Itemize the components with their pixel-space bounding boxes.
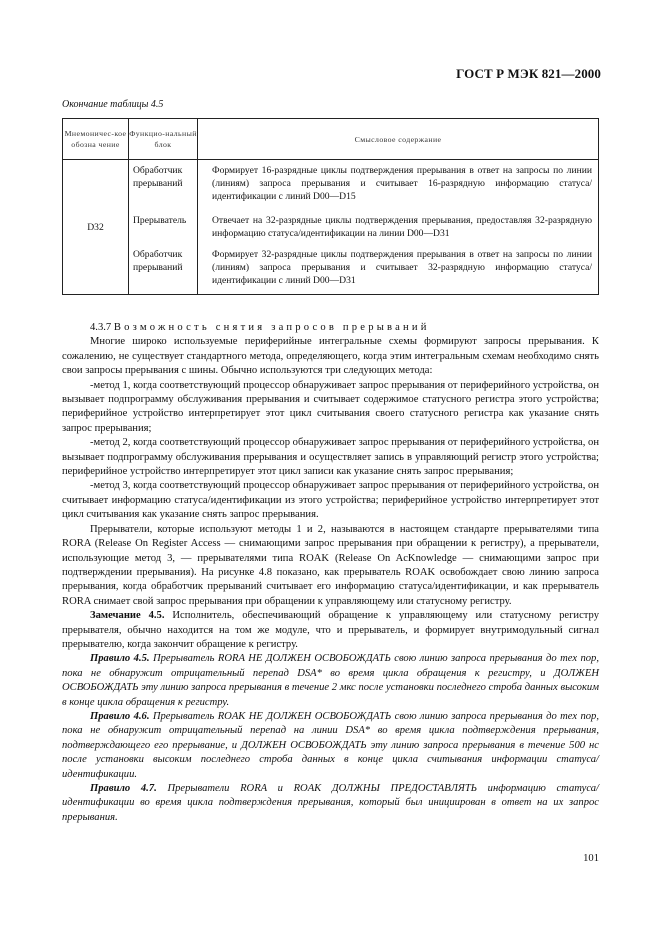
description-text: Формирует 32-разрядные циклы подтверждения прерывания в ответ на запросы по линии (линиям) запроса прерывания и считывает 32-разрядную информацию статуса/идентификации с линий D00—D31 <box>212 249 592 286</box>
table-caption: Окончание таблицы 4.5 <box>62 99 164 110</box>
page-number: 101 <box>583 853 599 864</box>
rule-label: Правило 4.6. <box>90 710 150 722</box>
rule-text: Прерыватель ROAK НЕ ДОЛЖЕН ОСВОБОЖДАТЬ свою линию запроса прерывания до тех пор, пока не обнаружит отрицательный перепад на линии DSA* во время цикла подтверждения прерывания, подтверждающего его прерывание, и ДОЛЖЕН ОСВОБОЖДАТЬ эту линию запроса прерывания в течение 500 нс после установки высоким последнего строба данных в конце цикла считывания информации статуса/идентификации. <box>62 710 599 780</box>
paragraph: Многие широко используемые периферийные интегральные схемы формируют запросы прерывания. К сожалению, не существует стандартного метода, определяющего, когда этим интегральным схемам необходимо снять свои запросы прерывания с шины. Обычно используются три следующих метода: <box>62 336 599 377</box>
section-title: Возможность снятия запросов прерываний <box>113 322 430 333</box>
rule-4-5 <box>62 652 599 710</box>
block-label: Обработчик прерываний <box>133 165 183 189</box>
rule-4-6 <box>62 710 599 782</box>
note <box>62 609 599 652</box>
block-cell <box>129 160 198 295</box>
rule-text: Прерыватель RORA НЕ ДОЛЖЕН ОСВОБОЖДАТЬ свою линию запроса прерывания до тех пор, пока не обнаружит отрицательный перепад DSA* во время цикла обращения к регистру, и ДОЛЖЕН ОСВОБОЖДАТЬ эту линию запроса прерывания в течение 2 мкс после установки последнего строба данных высоким в конце цикла обращения к регистру. <box>62 653 599 708</box>
rule-label: Правило 4.7. <box>90 783 157 794</box>
note-text: Исполнитель, обеспечивающий обращение к управляющему или статусному регистру прерывателя, обычно находится на том же модуле, что и прерыватель, и формирует внутримодульный сигнал прерывателю, когда закончит обращение к регистру. <box>62 610 600 650</box>
block-label: Прерыватель <box>133 215 187 226</box>
note-label: Замечание 4.5. <box>90 610 165 622</box>
description-text: Отвечает на 32-разрядные циклы подтверждения прерывания, предоставляя 32-разрядную информацию статуса/идентификации на линии D00—D31 <box>212 215 592 239</box>
header-mnemonic: Мнемоничес-кое обозна чение <box>63 119 129 160</box>
table-row <box>63 160 599 295</box>
header-block: Функцио-нальный блок <box>129 119 198 160</box>
section-heading <box>62 321 599 335</box>
main-text <box>62 321 599 825</box>
description-text: Формирует 16-разрядные циклы подтверждения прерывания в ответ на запросы по линии (линиям) запроса прерывания и считывает 16-разрядную информацию статуса/идентификации с линий D00—D15 <box>212 165 592 202</box>
method-1: -метод 1, когда соответствующий процессор обнаруживает запрос прерывания от периферийного устройства, он вызывает подпрограмму обслуживания прерывания и считывает содержимое статусного регистра этого устройства; периферийное устройство интерпретирует этот цикл считывания своего статусного регистра как указание снять запрос прерывания; <box>62 379 599 434</box>
rule-text: Прерыватели RORA и ROAK ДОЛЖНЫ ПРЕДОСТАВЛЯТЬ информацию статуса/идентификации во время цикла подтверждения прерывания, который был инициирован в ответ на их запрос прерывания. <box>62 783 599 823</box>
table-header-row <box>63 119 599 160</box>
section-number: 4.3.7 <box>90 322 112 333</box>
header-content: Смысловое содержание <box>198 119 599 160</box>
mnemonic-value: D32 <box>87 221 104 233</box>
rule-label: Правило 4.5. <box>90 653 150 665</box>
document-header: ГОСТ Р МЭК 821—2000 <box>456 66 601 81</box>
block-label: Обработчик прерываний <box>133 249 183 273</box>
method-2: -метод 2, когда соответствующий процессор обнаруживает запрос прерывания от периферийного устройства, он вызывает подпрограмму обслуживания прерывания и осуществляет запись в управляющий регистр этого устройства; периферийное устройство интерпретирует этот цикл записи как указание снять запрос прерывания; <box>62 437 599 478</box>
description-cell <box>198 160 599 295</box>
paragraph: Прерыватели, которые используют методы 1 и 2, называются в настоящем стандарте прерывателями типа RORA (Release On Register Access — снимающими запрос прерывания при обращении к регистру), а прерыватели, использующие метод 3, — прерывателями типа ROAK (Release On AcKnowledge — снимающими запрос при подтверждении прерывания). На рисунке 4.8 показано, как прерыватель ROAK освобождает свою линию запроса прерывания, когда обработчик прерываний считывает его информацию статуса/идентификации, и как прерыватель RORA снимает свой запрос прерывания при обращении к управляющему или статусному регистру. <box>62 523 599 607</box>
mnemonic-cell <box>63 160 129 295</box>
method-3: -метод 3, когда соответствующий процессор обнаруживает запрос прерывания от периферийного устройства, он считывает информацию статуса/идентификации из этого устройства; периферийное устройство интерпретирует этот цикл считывания как указание снять запрос прерывания. <box>62 480 599 521</box>
rule-4-7 <box>62 782 599 825</box>
table-4-5 <box>62 118 599 295</box>
